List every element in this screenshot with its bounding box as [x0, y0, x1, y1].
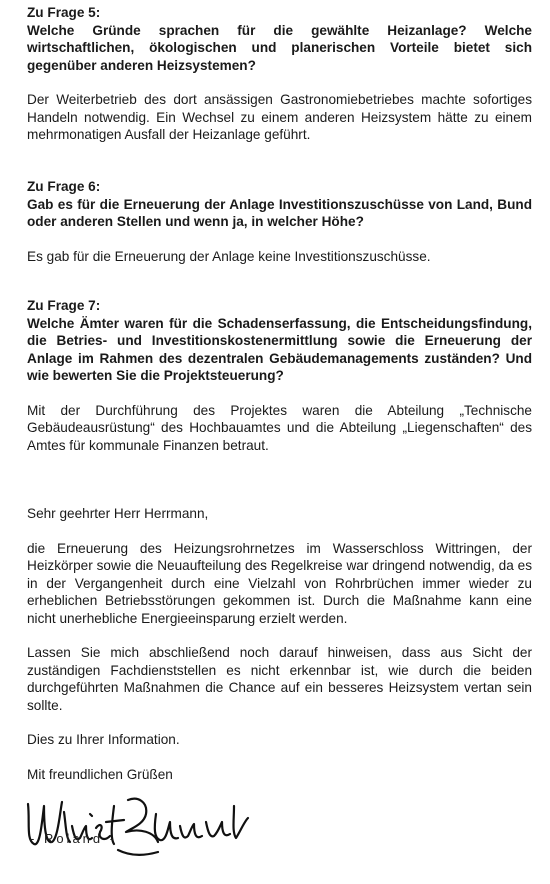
signer-name: - Roland -	[30, 831, 118, 846]
letter-section	[27, 505, 532, 783]
question-5-answer: Der Weiterbetrieb des dort ansässigen Gastronomiebetriebes machte sofortiges Handeln notwendig. Ein Wechsel zu einem anderen Heizsystem hätte zu einem mehrmonatigen Ausfall der Heizanlage geführt.	[27, 92, 532, 142]
question-7-heading: Zu Frage 7:	[27, 298, 101, 313]
question-5-section	[27, 4, 532, 144]
handwritten-signature	[20, 792, 260, 864]
letter-paragraph-1: die Erneuerung des Heizungsrohrnetzes im Wasserschloss Wittringen, der Heizkörper sowie die Neuaufteilung des Regelkreise war dringend notwendig, da es in der Vergangenheit durch eine Vielzahl von Rohrbrüchen immer wieder zu erheblichen Betriebsstörungen gekommen ist. Durch die Maßnahme kann eine nicht unerhebliche Energieeinsparung erzielt werden.	[27, 540, 532, 626]
question-5-heading: Zu Frage 5:	[27, 5, 101, 20]
question-7-answer: Mit der Durchführung des Projektes waren die Abteilung „Technische Gebäudeausrüstung“ des Hochbauamtes und die Abteilung „Liegenschaften“ des Amtes für kommunale Finanzen betraut.	[27, 402, 532, 453]
question-6-answer: Es gab für die Erneuerung der Anlage keine Investitionszuschüsse.	[27, 248, 431, 264]
letter-info: Dies zu Ihrer Information.	[27, 732, 180, 747]
question-6-text: Gab es für die Erneuerung der Anlage Investitionszuschüsse von Land, Bund oder anderen Stellen und wenn ja, in welcher Höhe?	[27, 196, 532, 229]
letter-paragraph-2: Lassen Sie mich abschließend noch darauf hinweisen, dass aus Sicht der zuständigen Fachdienststellen es nicht erkennbar ist, wie durch die beiden durchgeführten Maßnahmen die Chance auf ein besseres Heizsystem vertan sein sollte.	[27, 645, 532, 713]
letter-salutation: Sehr geehrter Herr Herrmann,	[27, 506, 209, 521]
question-6-heading: Zu Frage 6:	[27, 179, 101, 194]
question-7-text: Welche Ämter waren für die Schadenserfassung, die Entscheidungsfindung, die Betries- und Investitionskostenermittlung sowie die Erneuerung der Anlage im Rahmen des dezentralen Gebäudemanagements zuständen? Und wie bewerten Sie die Projektsteuerung?	[27, 315, 532, 383]
question-6-section	[27, 178, 532, 265]
question-7-section	[27, 297, 532, 454]
question-5-text: Welche Gründe sprachen für die gewählte Heizanlage? Welche wirtschaftlichen, ökologischen und planerischen Vorteile bietet sich gegenüber anderen Heizsystemen?	[27, 22, 532, 73]
letter-closing: Mit freundlichen Grüßen	[27, 766, 173, 782]
